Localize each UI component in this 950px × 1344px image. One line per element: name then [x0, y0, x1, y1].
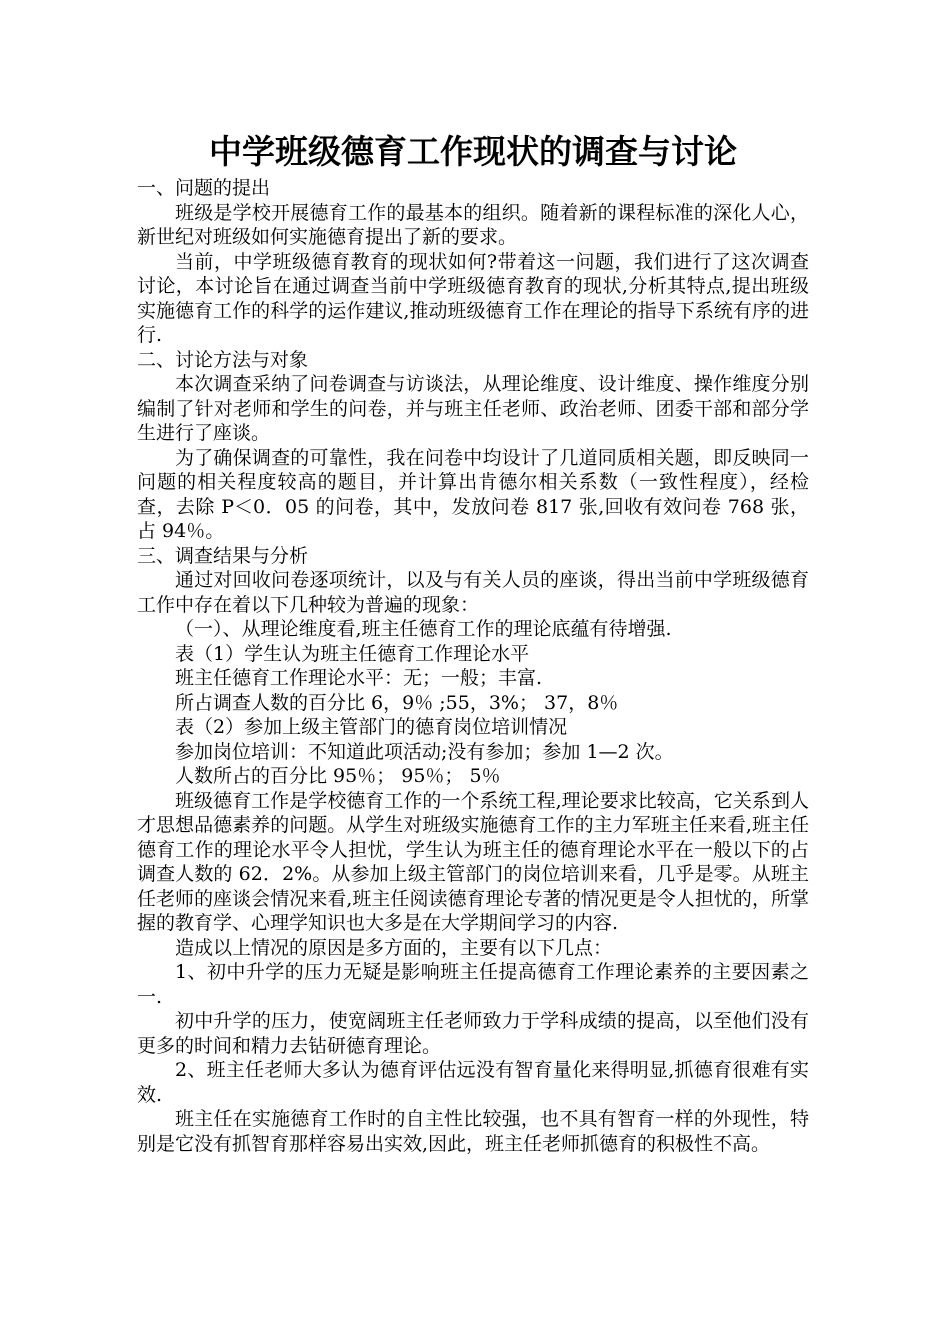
paragraph: 为了确保调查的可靠性，我在问卷中均设计了几道同质相关题，即反映同一问题的相关程度较高的题目，并计算出肯德尔相关系数（一致性程度），经检查，去除 P＜0．05 的问卷，其中，发放问卷 817 张,回收有效问卷 768 张，占 94％。 — [137, 446, 809, 542]
paragraph: 班主任德育工作理论水平：无；一般；丰富. — [175, 667, 543, 689]
document-page — [137, 128, 809, 1156]
paragraph: 2、班主任老师大多认为德育评估远没有智育量化来得明显,抓德育很难有实效. — [137, 1059, 809, 1106]
paragraph: 人数所占的百分比 95％； 95％； 5％ — [175, 765, 501, 787]
paragraph: 本次调查采纳了问卷调查与访谈法，从理论维度、设计维度、操作维度分别编制了针对老师和学生的问卷，并与班主任老师、政治老师、团委干部和部分学生进行了座谈。 — [137, 373, 809, 444]
document-body — [137, 176, 809, 1156]
paragraph: 初中升学的压力，使宽阔班主任老师致力于学科成绩的提高，以至他们没有更多的时间和精力去钻研德育理论。 — [137, 1010, 809, 1057]
section-heading: 一、问题的提出 — [137, 177, 271, 199]
paragraph: 班级是学校开展德育工作的最基本的组织。随着新的课程标准的深化人心，新世纪对班级如何实施德育提出了新的要求。 — [137, 201, 809, 248]
paragraph: 通过对回收问卷逐项统计，以及与有关人员的座谈，得出当前中学班级德育工作中存在着以下几种较为普遍的现象： — [137, 569, 809, 616]
paragraph: 表（2）参加上级主管部门的德育岗位培训情况 — [175, 716, 568, 738]
section-heading: 二、讨论方法与对象 — [137, 348, 309, 371]
paragraph: 表（1）学生认为班主任德育工作理论水平 — [175, 642, 530, 665]
paragraph: 参加岗位培训：不知道此项活动;没有参加；参加 1—2 次。 — [175, 740, 674, 763]
paragraph: 当前，中学班级德育教育的现状如何?带着这一问题，我们进行了这次调查讨论，本讨论旨在通过调查当前中学班级德育教育的现状,分析其特点,提出班级实施德育工作的科学的运作建议,推动班级德育工作在理论的指导下系统有序的进行. — [137, 250, 809, 346]
section-heading: 三、调查结果与分析 — [137, 544, 309, 567]
paragraph: 造成以上情况的原因是多方面的，主要有以下几点： — [175, 936, 613, 959]
paragraph: 1、初中升学的压力无疑是影响班主任提高德育工作理论素养的主要因素之一. — [137, 961, 809, 1008]
paragraph: 班主任在实施德育工作时的自主性比较强，也不具有智育一样的外现性，特别是它没有抓智育那样容易出实效,因此，班主任老师抓德育的积极性不高。 — [137, 1108, 809, 1155]
paragraph: 班级德育工作是学校德育工作的一个系统工程,理论要求比较高，它关系到人才思想品德素养的问题。从学生对班级实施德育工作的主力军班主任来看,班主任德育工作的理论水平令人担忧，学生认为班主任的德育理论水平在一般以下的占调查人数的 62．2%。从参加上级主管部门的岗位培训来看，几乎是零。从班主任老师的座谈会情况来看,班主任阅读德育理论专著的情况更是令人担忧的，所掌握的教育学、心理学知识也大多是在大学期间学习的内容. — [137, 789, 809, 934]
paragraph: （一）、从理论维度看,班主任德育工作的理论底蕴有待增强. — [175, 618, 672, 640]
paragraph: 所占调查人数的百分比 6，9％ ;55，3%； 37，8％ — [175, 691, 619, 714]
document-title: 中学班级德育工作现状的调查与讨论 — [209, 132, 737, 171]
